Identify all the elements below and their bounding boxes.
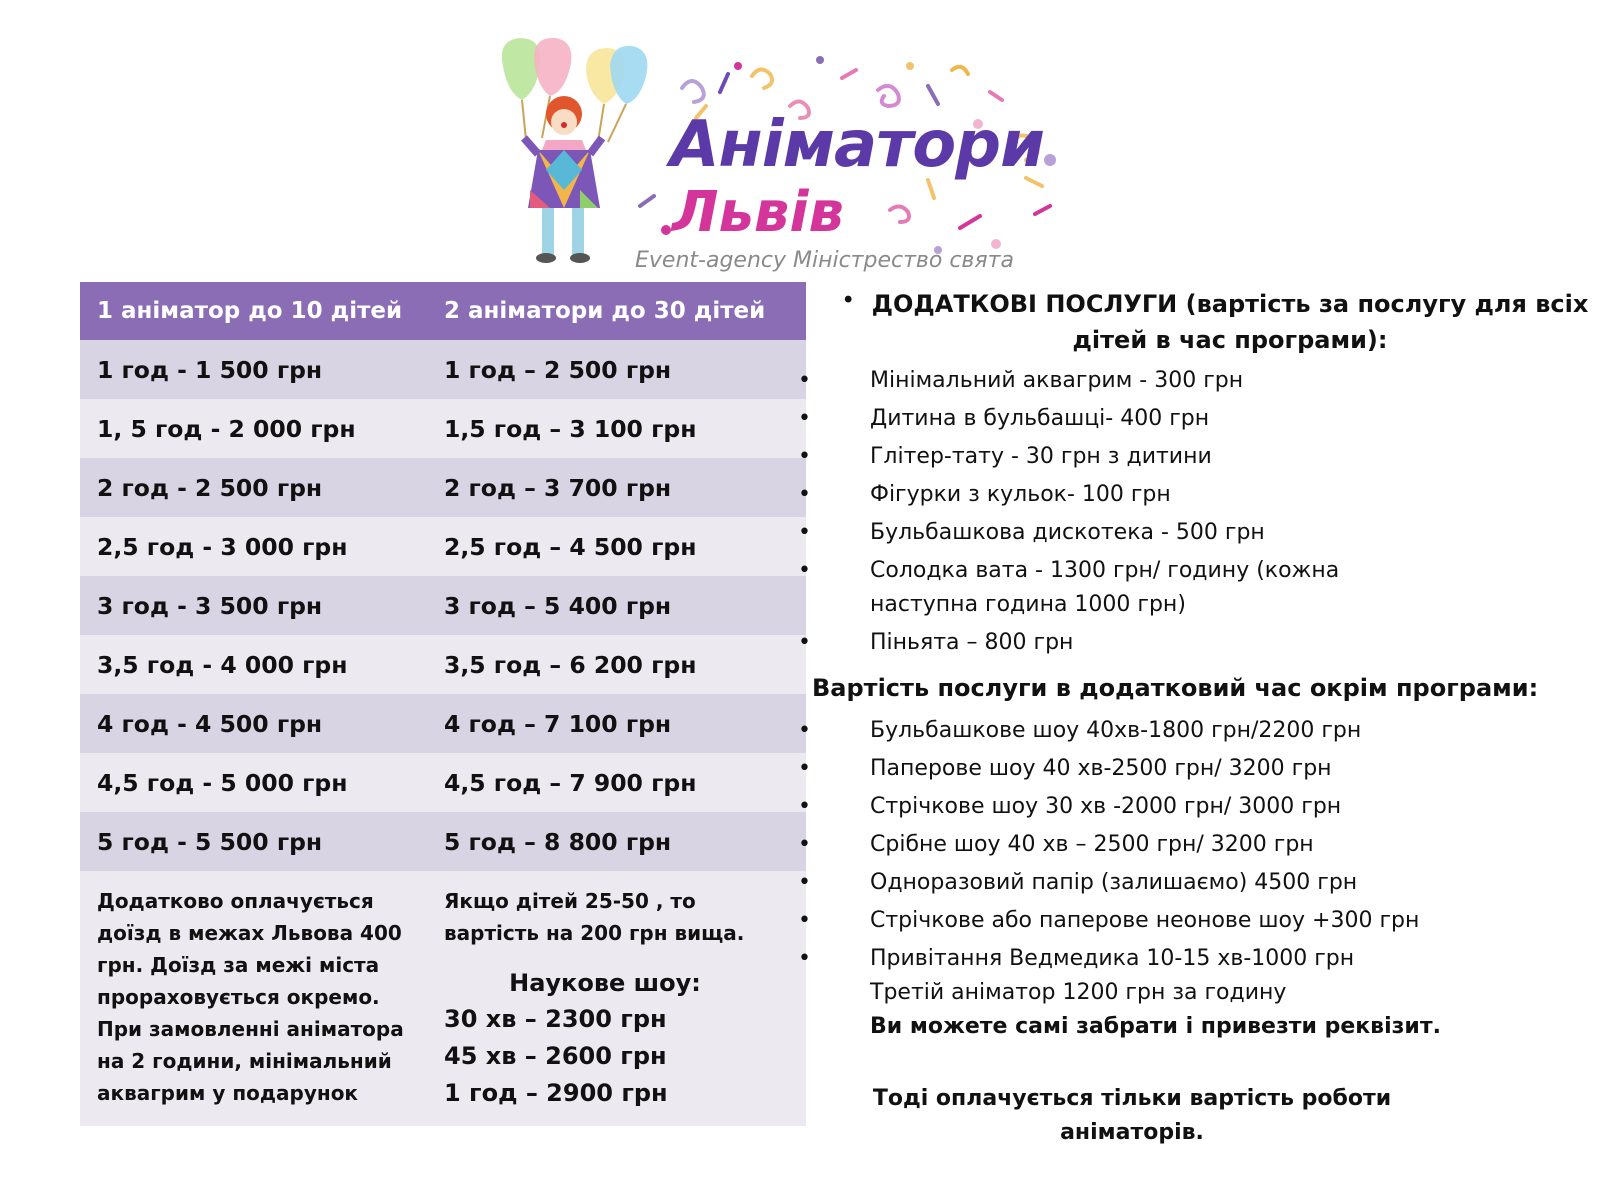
service-text: Фігурки з кульок- 100 грн xyxy=(870,482,1171,507)
logo-title: Аніматори xyxy=(670,108,1044,182)
price-cell-one-animator: 3,5 год - 4 000 грн xyxy=(80,635,427,694)
bullet-icon: • xyxy=(798,444,811,469)
travel-note: Додатково оплачується доїзд в межах Львова 400 грн. Доїзд за межі міста прораховується окремо. При замовленні аніматора на 2 години, мінімальний аквагрим у подарунок xyxy=(97,889,404,1105)
table-row xyxy=(80,753,806,812)
services-heading-block xyxy=(812,286,1592,358)
price-cell-two-animators: 4,5 год – 7 900 грн xyxy=(427,753,806,812)
pickup-note: Ви можете самі забрати і привезти реквізит. xyxy=(870,1014,1441,1039)
price-cell-two-animators: 1,5 год – 3 100 грн xyxy=(427,399,806,458)
bullet-icon: • xyxy=(798,520,811,545)
service-text: Бульбашкова дискотека - 500 грн xyxy=(870,520,1265,545)
table-row xyxy=(80,812,806,871)
table-row xyxy=(80,635,806,694)
brand-logo xyxy=(490,30,1090,280)
price-cell-one-animator: 4 год - 4 500 грн xyxy=(80,694,427,753)
service-text: Дитина в бульбашці- 400 грн xyxy=(870,406,1210,431)
science-show-item: 45 хв – 2600 грн xyxy=(444,1042,667,1070)
list-item xyxy=(798,714,1592,748)
bullet-icon: • xyxy=(798,870,811,895)
price-cell-one-animator: 4,5 год - 5 000 грн xyxy=(80,753,427,812)
price-table xyxy=(80,282,806,1126)
list-item xyxy=(798,402,1592,436)
third-animator-note: Третій аніматор 1200 грн за годину xyxy=(870,980,1287,1005)
list-item xyxy=(798,478,1592,512)
list-item xyxy=(798,364,1592,398)
list-item xyxy=(798,828,1592,862)
bullet-icon: • xyxy=(798,482,811,507)
price-cell-one-animator: 3 год - 3 500 грн xyxy=(80,576,427,635)
science-show-item: 30 хв – 2300 грн xyxy=(444,1005,667,1033)
extra-service-text: Привітання Ведмедика 10-15 хв-1000 грн xyxy=(870,946,1355,971)
group-size-note: Якщо дітей 25-50 , то вартість на 200 грн вища. xyxy=(444,889,745,945)
notes-row xyxy=(80,871,806,1126)
price-cell-two-animators: 3,5 год – 6 200 грн xyxy=(427,635,806,694)
extra-service-text: Срібне шоу 40 хв – 2500 грн/ 3200 грн xyxy=(870,832,1314,857)
final-note: Тоді оплачується тільки вартість роботи аніматорів. xyxy=(872,1086,1392,1145)
price-cell-one-animator: 1, 5 год - 2 000 грн xyxy=(80,399,427,458)
list-item xyxy=(798,942,1592,976)
logo-city: Львів xyxy=(672,180,844,245)
bullet-icon: • xyxy=(798,558,811,583)
table-row xyxy=(80,458,806,517)
bullet-icon: • xyxy=(798,368,811,393)
list-item xyxy=(798,440,1592,474)
services-list xyxy=(798,364,1592,660)
list-item xyxy=(798,904,1592,938)
header-one-animator: 1 аніматор до 10 дітей xyxy=(80,282,427,340)
extra-service-text: Стрічкове шоу 30 хв -2000 грн/ 3000 грн xyxy=(870,794,1342,819)
table-row xyxy=(80,576,806,635)
science-show-title: Наукове шоу: xyxy=(509,969,701,997)
clown-icon xyxy=(524,96,602,263)
science-show-item: 1 год – 2900 грн xyxy=(444,1079,668,1107)
list-item xyxy=(798,554,1390,622)
bullet-icon: • xyxy=(798,946,811,971)
price-cell-one-animator: 2 год - 2 500 грн xyxy=(80,458,427,517)
logo-tagline: Event-agency Міністрество свята xyxy=(635,248,1014,273)
list-item xyxy=(798,790,1592,824)
list-item xyxy=(798,516,1592,550)
price-table-header-row xyxy=(80,282,806,340)
bullet-icon: • xyxy=(798,832,811,857)
travel-note-cell xyxy=(80,871,427,1126)
service-text: Піньята – 800 грн xyxy=(870,630,1074,655)
service-text: Глітер-тату - 30 грн з дитини xyxy=(870,444,1212,469)
price-cell-two-animators: 3 год – 5 400 грн xyxy=(427,576,806,635)
list-item xyxy=(798,752,1592,786)
service-text: Солодка вата - 1300 грн/ годину (кожна наступна година 1000 грн) xyxy=(870,558,1340,617)
price-cell-two-animators: 5 год – 8 800 грн xyxy=(427,812,806,871)
table-row xyxy=(80,694,806,753)
bullet-icon: • xyxy=(798,718,811,743)
extra-service-text: Одноразовий папір (залишаємо) 4500 грн xyxy=(870,870,1358,895)
bullet-icon: • xyxy=(798,756,811,781)
price-cell-two-animators: 1 год – 2 500 грн xyxy=(427,340,806,399)
bullet-icon: • xyxy=(844,286,853,313)
extra-service-text: Стрічкове або паперове неонове шоу +300 грн xyxy=(870,908,1420,933)
table-row xyxy=(80,399,806,458)
bullet-icon: • xyxy=(798,908,811,933)
list-item xyxy=(798,626,1592,660)
additional-services xyxy=(798,286,1592,1150)
bullet-icon: • xyxy=(798,794,811,819)
extra-time-heading: Вартість послуги в додатковий час окрім програми: xyxy=(812,674,1539,702)
price-cell-one-animator: 1 год - 1 500 грн xyxy=(80,340,427,399)
service-text: Мінімальний аквагрим - 300 грн xyxy=(870,368,1244,393)
bullet-icon: • xyxy=(798,406,811,431)
extra-service-text: Бульбашкове шоу 40хв-1800 грн/2200 грн xyxy=(870,718,1362,743)
extra-note-cell xyxy=(427,871,806,1126)
price-cell-one-animator: 2,5 год - 3 000 грн xyxy=(80,517,427,576)
table-row xyxy=(80,340,806,399)
header-two-animators: 2 аніматори до 30 дітей xyxy=(427,282,806,340)
price-cell-two-animators: 2,5 год – 4 500 грн xyxy=(427,517,806,576)
bullet-icon: • xyxy=(798,630,811,655)
price-cell-one-animator: 5 год - 5 500 грн xyxy=(80,812,427,871)
price-cell-two-animators: 2 год – 3 700 грн xyxy=(427,458,806,517)
price-cell-two-animators: 4 год – 7 100 грн xyxy=(427,694,806,753)
extra-services-list xyxy=(798,714,1592,976)
extra-service-text: Паперове шоу 40 хв-2500 грн/ 3200 грн xyxy=(870,756,1332,781)
services-heading: ДОДАТКОВІ ПОСЛУГИ (вартість за послугу для всіх дітей в час програми): xyxy=(871,290,1589,354)
list-item xyxy=(798,866,1592,900)
table-row xyxy=(80,517,806,576)
